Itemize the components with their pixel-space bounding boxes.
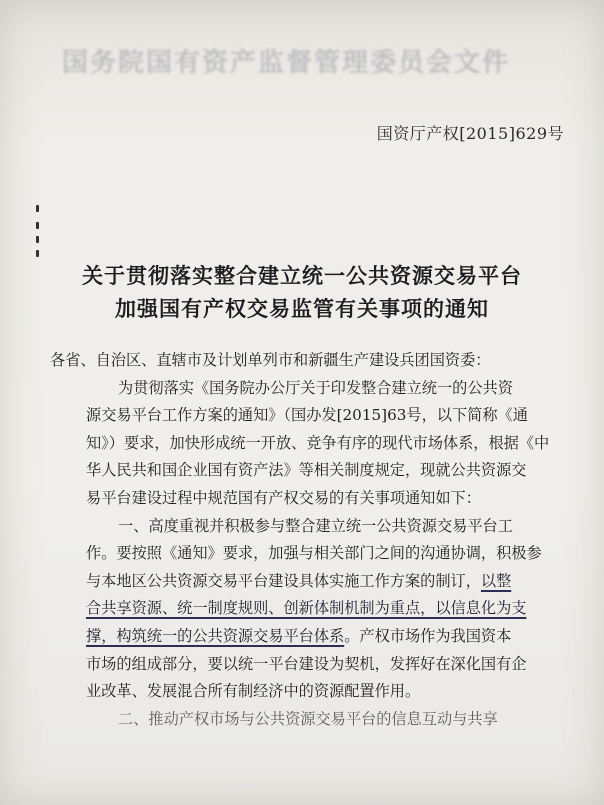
document-title-line-2: 加强国有产权交易监管有关事项的通知 (115, 296, 489, 321)
document-title-line-1: 关于贯彻落实整合建立统一公共资源交易平台 (82, 263, 522, 288)
paragraph-line: 源交易平台工作方案的通知》（国办发[2015]63号，以下简称《通 (86, 406, 528, 425)
paragraph-line: 市场的组成部分，要以统一平台建设为契机，发挥好在深化国有企 (86, 654, 527, 673)
binding-hole-mark (36, 222, 39, 229)
paragraph-line: 知》）要求，加快形成统一开放、竞争有序的现代市场体系，根据《中 (86, 433, 550, 452)
handwritten-underline-segment: 撑，构筑统一的公共资源交易平台体系 (86, 626, 345, 645)
paragraph-line: 业改革、发展混合所有制经济中的资源配置作用。 (86, 682, 421, 701)
text-segment: 。产权市场作为我国资本 (344, 626, 512, 645)
handwritten-underline-segment: 以整 (480, 571, 512, 590)
paragraph-line (86, 623, 604, 651)
binding-hole-mark (36, 236, 39, 243)
paragraph-line: 为贯彻落实《国务院办公厅关于印发整合建立统一的公共资 (118, 378, 513, 397)
paragraph-line: 作。要按照《通知》要求，加强与相关部门之间的沟通协调，积极参 (86, 544, 542, 563)
paragraph-line: 易平台建设过程中规范国有产权交易的有关事项通知如下： (86, 488, 481, 507)
document-number: 国资厅产权[2015]629号 (376, 124, 564, 143)
paragraph-line: 二、推动产权市场与公共资源交易平台的信息互动与共享 (118, 709, 498, 728)
text-segment: 与本地区公共资源交易平台建设具体实施工作方案的制订， (86, 571, 481, 590)
paragraph-line: 一、高度重视并积极参与整合建立统一公共资源交易平台工 (118, 516, 513, 535)
paragraph-line (86, 595, 604, 623)
binding-hole-mark (36, 250, 39, 257)
addressee-line: 各省、自治区、直辖市及计划单列市和新疆生产建设兵团国资委： (50, 351, 491, 369)
bleed-through-header: 国务院国有资产监督管理委员会文件 (62, 47, 511, 76)
document-body (50, 347, 604, 733)
paragraph-line (86, 568, 604, 596)
paragraph-line: 华人民共和国企业国有资产法》等相关制度规定，现就公共资源交 (86, 461, 527, 480)
binding-hole-mark (36, 205, 39, 212)
handwritten-underline-segment: 合共享资源、统一制度规则、创新体制机制为重点，以信息化为支 (86, 599, 527, 618)
